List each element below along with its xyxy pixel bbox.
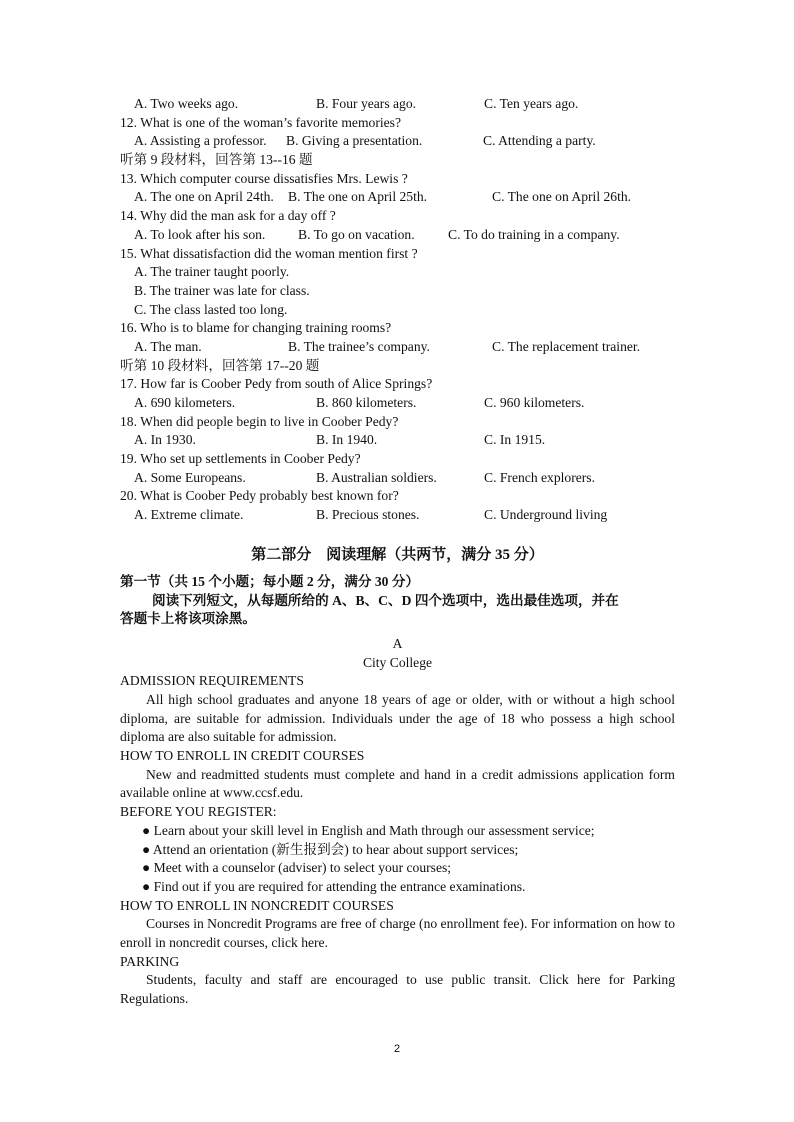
option-a: A. In 1930. bbox=[134, 432, 196, 448]
instruction-line-2: 答题卡上将该项涂黑。 bbox=[120, 611, 256, 627]
option-b: B. Four years ago. bbox=[316, 96, 417, 111]
question-12: 12. What is one of the woman’s favorite memories? bbox=[120, 114, 401, 130]
material-9-heading: 听第 9 段材料，回答第 13--16 题 bbox=[120, 152, 313, 168]
option-b: B. Giving a presentation. bbox=[286, 133, 423, 149]
option-c: C. Ten years ago. bbox=[484, 96, 579, 111]
question-16: 16. Who is to blame for changing training rooms? bbox=[120, 320, 392, 336]
option-c: C. 960 kilometers. bbox=[484, 395, 585, 410]
exam-page bbox=[120, 95, 675, 1009]
option-c: C. In 1915. bbox=[484, 432, 546, 448]
noncredit-paragraph: Courses in Noncredit Programs are free of charge (no enrollment fee). For information on how to enroll in noncredit courses, click here. bbox=[120, 916, 675, 950]
question-18: 18. When did people begin to live in Coober Pedy? bbox=[120, 413, 399, 429]
option-a: A. The trainer taught poorly. bbox=[134, 264, 290, 280]
passage-letter: A bbox=[392, 635, 403, 651]
option-c: C. Attending a party. bbox=[483, 133, 596, 149]
option-c: C. To do training in a company. bbox=[448, 226, 620, 242]
page-number: 2 bbox=[393, 1043, 401, 1055]
credit-paragraph: New and readmitted students must complete and hand in a credit admissions application form available online at www.ccsf.edu. bbox=[120, 766, 675, 801]
option-c: C. Underground living bbox=[484, 507, 608, 523]
question-14: 14. Why did the man ask for a day off ? bbox=[120, 208, 336, 224]
q19-options bbox=[120, 469, 675, 488]
option-b: B. The one on April 25th. bbox=[288, 189, 428, 205]
part-two-title: 第二部分 阅读理解（共两节，满分 35 分） bbox=[251, 546, 544, 563]
option-a: A. The man. bbox=[134, 338, 202, 354]
before-register-heading: BEFORE YOU REGISTER: bbox=[120, 804, 277, 820]
option-b: B. To go on vacation. bbox=[298, 226, 415, 242]
option-c: C. French explorers. bbox=[484, 469, 595, 485]
question-19: 19. Who set up settlements in Coober Pedy? bbox=[120, 451, 361, 467]
credit-heading: HOW TO ENROLL IN CREDIT COURSES bbox=[120, 748, 365, 764]
q13-options bbox=[120, 188, 675, 207]
option-b: B. Precious stones. bbox=[316, 507, 420, 523]
question-13: 13. Which computer course dissatisfies Mrs. Lewis ? bbox=[120, 170, 408, 186]
bullet-item: ● Attend an orientation (新生报到会) to hear about support services; bbox=[142, 841, 519, 857]
q11-options bbox=[120, 95, 675, 114]
option-a: A. Some Europeans. bbox=[134, 469, 246, 485]
option-a: A. To look after his son. bbox=[134, 226, 266, 242]
bullet-item: ● Find out if you are required for attending the entrance examinations. bbox=[142, 878, 526, 894]
option-c: C. The replacement trainer. bbox=[492, 338, 641, 354]
admission-heading: ADMISSION REQUIREMENTS bbox=[120, 673, 304, 689]
option-b: B. 860 kilometers. bbox=[316, 395, 417, 410]
q16-options bbox=[120, 338, 675, 357]
question-15: 15. What dissatisfaction did the woman mention first ? bbox=[120, 245, 418, 261]
q14-options bbox=[120, 226, 675, 245]
noncredit-heading: HOW TO ENROLL IN NONCREDIT COURSES bbox=[120, 897, 394, 913]
option-a: A. 690 kilometers. bbox=[134, 395, 236, 410]
option-a: A. Extreme climate. bbox=[134, 507, 244, 523]
option-c: C. The one on April 26th. bbox=[492, 189, 632, 205]
material-10-heading: 听第 10 段材料，回答第 17--20 题 bbox=[120, 357, 320, 373]
option-b: B. The trainee’s company. bbox=[288, 338, 430, 354]
question-20: 20. What is Coober Pedy probably best known for? bbox=[120, 488, 399, 504]
section-one-heading: 第一节（共 15 个小题；每小题 2 分，满分 30 分） bbox=[120, 573, 420, 589]
option-a: A. Two weeks ago. bbox=[134, 96, 239, 111]
q18-options bbox=[120, 431, 675, 450]
admission-paragraph: All high school graduates and anyone 18 years of age or older, with or without a high school diploma, are suitable for admission. Individuals under the age of 18 who possess a high school diploma are also suitable for admission. bbox=[120, 691, 675, 745]
option-b: B. Australian soldiers. bbox=[316, 469, 437, 485]
bullet-item: ● Learn about your skill level in English and Math through our assessment service; bbox=[142, 822, 595, 838]
option-a: A. Assisting a professor. bbox=[134, 133, 267, 149]
option-a: A. The one on April 24th. bbox=[134, 189, 274, 205]
question-17: 17. How far is Coober Pedy from south of Alice Springs? bbox=[120, 376, 433, 392]
bullet-item: ● Meet with a counselor (adviser) to select your courses; bbox=[142, 860, 452, 876]
q20-options bbox=[120, 506, 675, 525]
option-c: C. The class lasted too long. bbox=[134, 301, 288, 317]
option-b: B. In 1940. bbox=[316, 432, 378, 448]
parking-heading: PARKING bbox=[120, 953, 180, 969]
q17-options bbox=[120, 394, 675, 413]
option-b: B. The trainer was late for class. bbox=[134, 282, 310, 298]
passage-title: City College bbox=[362, 654, 433, 670]
q12-options bbox=[120, 132, 675, 151]
parking-paragraph: Students, faculty and staff are encouraged to use public transit. Click here for Parking Regulations. bbox=[120, 972, 675, 1007]
instruction-line-1: 阅读下列短文，从每题所给的 A、B、C、D 四个选项中，选出最佳选项，并在 bbox=[152, 592, 619, 608]
